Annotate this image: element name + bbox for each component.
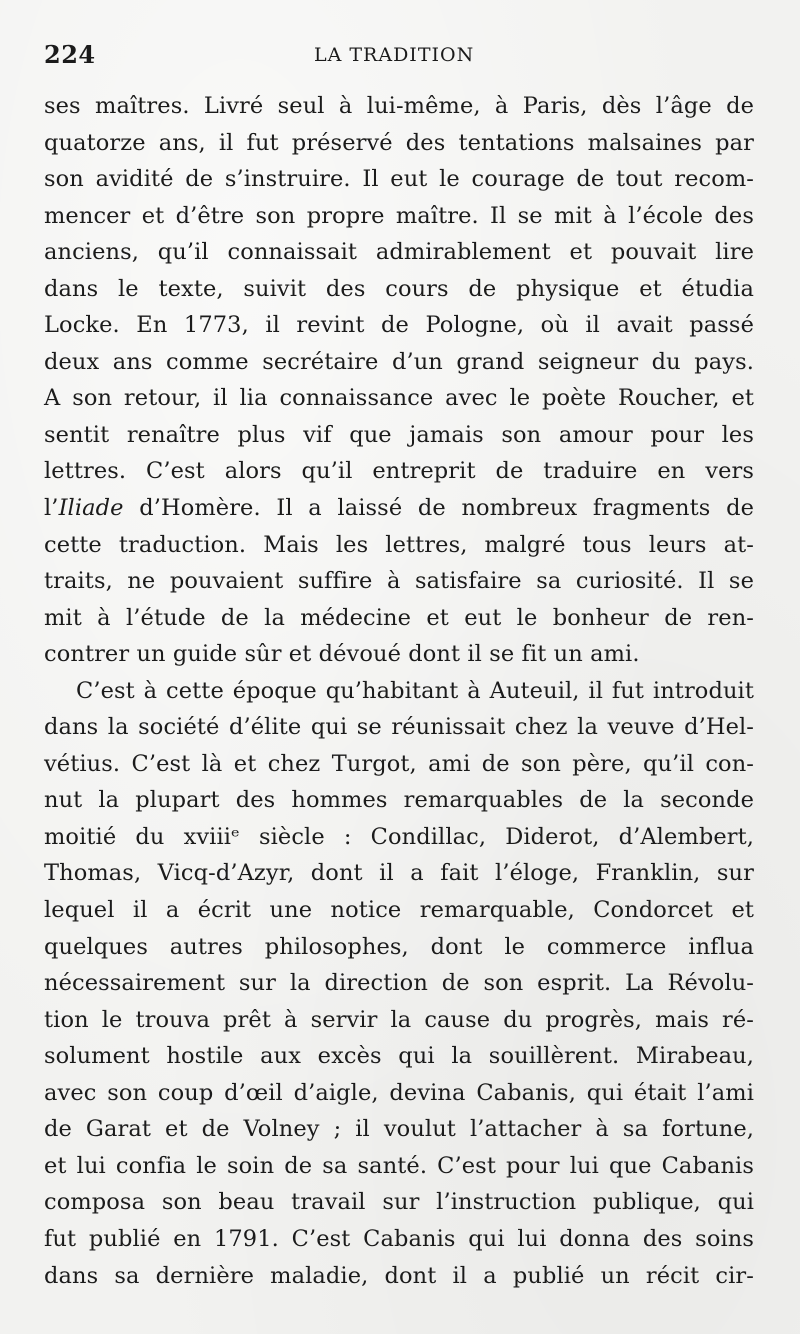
- text-line: A son retour, il lia connaissance avec le poète Roucher, et: [44, 385, 754, 412]
- text-line: avec son coup d’œil d’aigle, devina Cabanis, qui était l’ami: [44, 1079, 754, 1106]
- text-line: moitié du xviiiᵉ siècle : Condillac, Diderot, d’Alembert,: [44, 823, 754, 850]
- text-line: l’Iliade d’Homère. Il a laissé de nombreux fragments de: [44, 495, 754, 522]
- page-number: 224: [44, 40, 96, 69]
- text-line: cette traduction. Mais les lettres, malgré tous leurs at-: [44, 531, 754, 558]
- body-text: [44, 88, 754, 1294]
- text-line: quelques autres philosophes, dont le commerce influa: [44, 933, 754, 960]
- text-line: mit à l’étude de la médecine et eut le bonheur de ren-: [44, 604, 754, 631]
- running-head: LA TRADITION: [314, 44, 475, 66]
- text-line: lequel il a écrit une notice remarquable, Condorcet et: [44, 897, 754, 924]
- text-line: contrer un guide sûr et dévoué dont il se fit un ami.: [44, 641, 640, 668]
- text-line: deux ans comme secrétaire d’un grand seigneur du pays.: [44, 348, 754, 375]
- text-line: tion le trouva prêt à servir la cause du progrès, mais ré-: [44, 1006, 754, 1033]
- text-line: lettres. C’est alors qu’il entreprit de traduire en vers: [44, 458, 754, 485]
- text-line: Locke. En 1773, il revint de Pologne, où il avait passé: [44, 312, 754, 339]
- text-line: traits, ne pouvaient suffire à satisfaire sa curiosité. Il se: [44, 568, 754, 595]
- text-line: Thomas, Vicq-d’Azyr, dont il a fait l’éloge, Franklin, sur: [44, 860, 754, 887]
- text-line: quatorze ans, il fut préservé des tentations malsaines par: [44, 129, 754, 156]
- text-line: et lui confia le soin de sa santé. C’est pour lui que Cabanis: [44, 1152, 754, 1179]
- text-line: C’est à cette époque qu’habitant à Auteuil, il fut introduit: [76, 677, 754, 704]
- text-line: dans sa dernière maladie, dont il a publié un récit cir-: [44, 1262, 754, 1289]
- text-line: ses maîtres. Livré seul à lui-même, à Paris, dès l’âge de: [44, 93, 754, 119]
- text-line: nut la plupart des hommes remarquables de la seconde: [44, 787, 754, 814]
- text-line: composa son beau travail sur l’instruction publique, qui: [44, 1189, 754, 1216]
- text-line: anciens, qu’il connaissait admirablement et pouvait lire: [44, 239, 754, 266]
- book-title: Iliade: [58, 495, 124, 522]
- text-line: vétius. C’est là et chez Turgot, ami de son père, qu’il con-: [44, 750, 754, 777]
- text-line: dans le texte, suivit des cours de physique et étudia: [44, 275, 754, 302]
- text-line: mencer et d’être son propre maître. Il se mit à l’école des: [44, 202, 754, 229]
- text-line: son avidité de s’instruire. Il eut le courage de tout recom-: [44, 166, 754, 193]
- text-line: fut publié en 1791. C’est Cabanis qui lui donna des soins: [44, 1225, 754, 1252]
- text-line: solument hostile aux excès qui la souillèrent. Mirabeau,: [44, 1043, 754, 1070]
- text-line: nécessairement sur la direction de son esprit. La Révolu-: [44, 970, 754, 997]
- text-line: sentit renaître plus vif que jamais son amour pour les: [44, 421, 754, 448]
- text-line: dans la société d’élite qui se réunissait chez la veuve d’Hel-: [44, 714, 754, 741]
- text-line: de Garat et de Volney ; il voulut l’attacher à sa fortune,: [44, 1116, 754, 1143]
- page-header: [44, 40, 754, 76]
